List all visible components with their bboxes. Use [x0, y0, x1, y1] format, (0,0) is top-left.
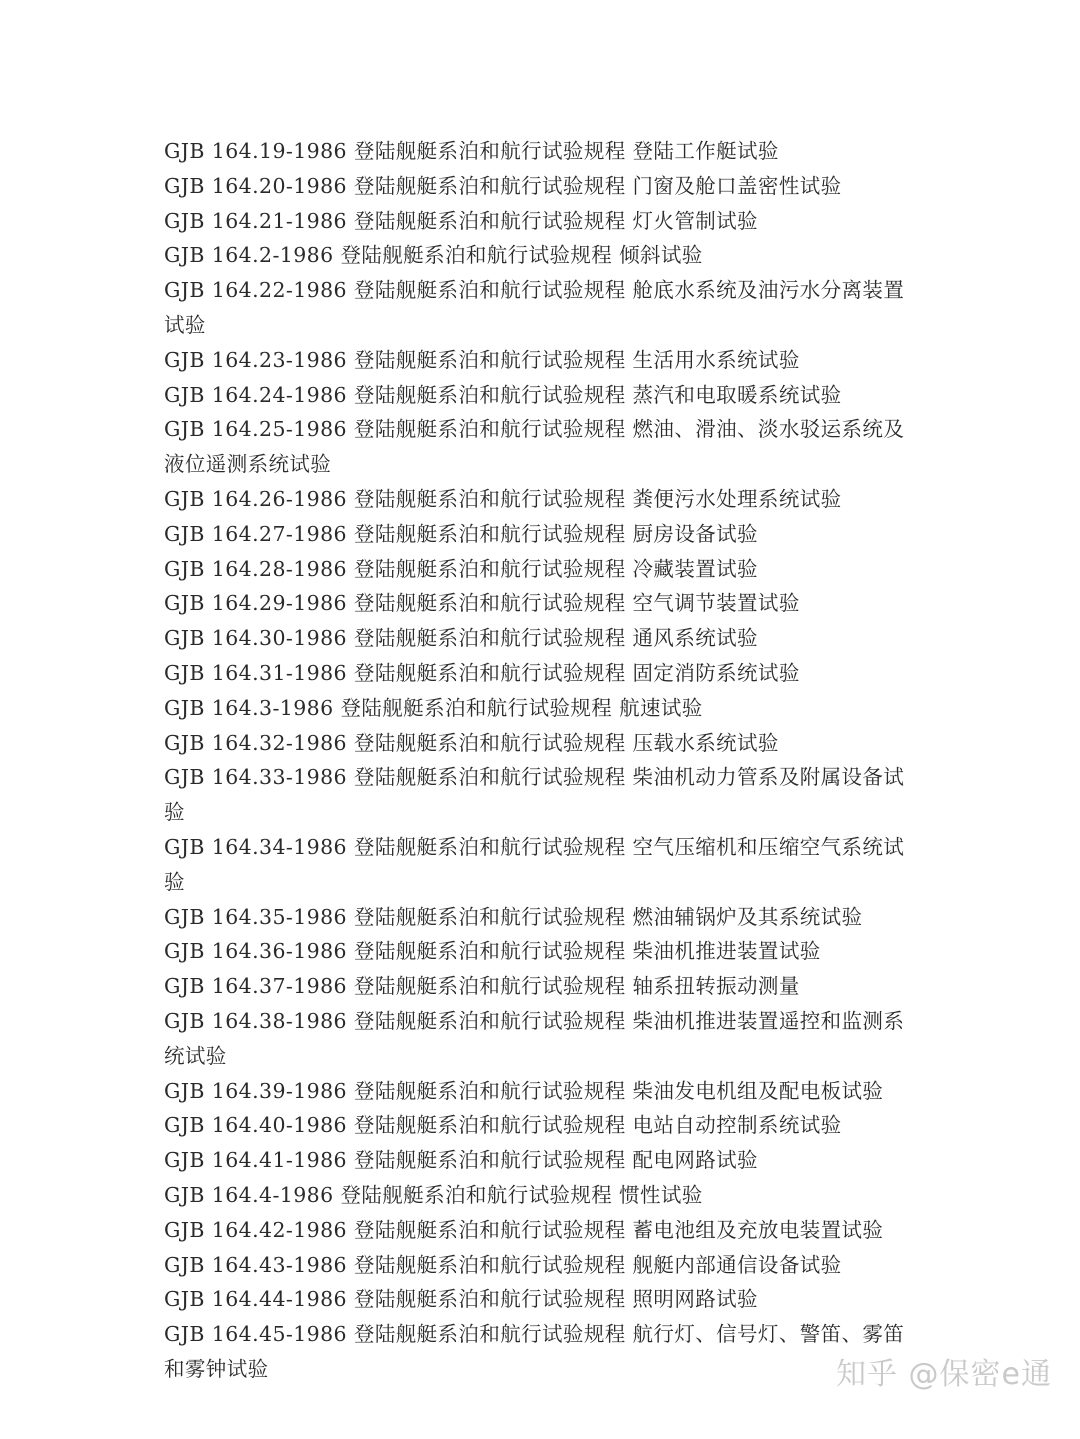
list-item: GJB 164.28-1986 登陆舰艇系泊和航行试验规程 冷藏装置试验 — [164, 556, 758, 581]
list-item: GJB 164.38-1986 登陆舰艇系泊和航行试验规程 柴油机推进装置遥控和监测系统试验 — [164, 1008, 905, 1068]
list-item: GJB 164.3-1986 登陆舰艇系泊和航行试验规程 航速试验 — [164, 695, 703, 720]
list-item: GJB 164.2-1986 登陆舰艇系泊和航行试验规程 倾斜试验 — [164, 243, 703, 268]
list-item: GJB 164.23-1986 登陆舰艇系泊和航行试验规程 生活用水系统试验 — [164, 347, 800, 372]
list-item: GJB 164.43-1986 登陆舰艇系泊和航行试验规程 舰艇内部通信设备试验 — [164, 1252, 842, 1277]
list-item: GJB 164.39-1986 登陆舰艇系泊和航行试验规程 柴油发电机组及配电板试验 — [164, 1078, 884, 1103]
list-item: GJB 164.21-1986 登陆舰艇系泊和航行试验规程 灯火管制试验 — [164, 208, 758, 233]
list-item: GJB 164.35-1986 登陆舰艇系泊和航行试验规程 燃油辅锅炉及其系统试验 — [164, 904, 863, 929]
list-item: GJB 164.32-1986 登陆舰艇系泊和航行试验规程 压载水系统试验 — [164, 730, 779, 755]
list-item: GJB 164.24-1986 登陆舰艇系泊和航行试验规程 蒸汽和电取暖系统试验 — [164, 382, 842, 407]
list-item: GJB 164.42-1986 登陆舰艇系泊和航行试验规程 蓄电池组及充放电装置试验 — [164, 1217, 884, 1242]
list-item: GJB 164.26-1986 登陆舰艇系泊和航行试验规程 粪便污水处理系统试验 — [164, 486, 842, 511]
list-item: GJB 164.19-1986 登陆舰艇系泊和航行试验规程 登陆工作艇试验 — [164, 139, 779, 163]
list-item: GJB 164.34-1986 登陆舰艇系泊和航行试验规程 空气压缩机和压缩空气系统试验 — [164, 834, 905, 894]
list-item: GJB 164.20-1986 登陆舰艇系泊和航行试验规程 门窗及舱口盖密性试验 — [164, 173, 842, 198]
list-item: GJB 164.29-1986 登陆舰艇系泊和航行试验规程 空气调节装置试验 — [164, 591, 800, 616]
standards-list — [164, 134, 924, 1387]
list-item: GJB 164.31-1986 登陆舰艇系泊和航行试验规程 固定消防系统试验 — [164, 660, 800, 685]
watermark: 知乎 @保密e通 — [836, 1357, 1052, 1392]
list-item: GJB 164.30-1986 登陆舰艇系泊和航行试验规程 通风系统试验 — [164, 626, 758, 651]
list-item: GJB 164.33-1986 登陆舰艇系泊和航行试验规程 柴油机动力管系及附属设备试验 — [164, 765, 905, 825]
list-item: GJB 164.25-1986 登陆舰艇系泊和航行试验规程 燃油、滑油、淡水驳运系统及液位遥测系统试验 — [164, 417, 905, 477]
list-item: GJB 164.36-1986 登陆舰艇系泊和航行试验规程 柴油机推进装置试验 — [164, 939, 821, 964]
list-item: GJB 164.41-1986 登陆舰艇系泊和航行试验规程 配电网路试验 — [164, 1148, 758, 1173]
list-item: GJB 164.22-1986 登陆舰艇系泊和航行试验规程 舱底水系统及油污水分离装置试验 — [164, 278, 905, 337]
list-item: GJB 164.27-1986 登陆舰艇系泊和航行试验规程 厨房设备试验 — [164, 521, 758, 546]
list-item: GJB 164.44-1986 登陆舰艇系泊和航行试验规程 照明网路试验 — [164, 1287, 758, 1312]
list-item: GJB 164.45-1986 登陆舰艇系泊和航行试验规程 航行灯、信号灯、警笛、雾笛和雾钟试验 — [164, 1322, 905, 1381]
list-item: GJB 164.4-1986 登陆舰艇系泊和航行试验规程 惯性试验 — [164, 1182, 703, 1207]
list-item: GJB 164.37-1986 登陆舰艇系泊和航行试验规程 轴系扭转振动测量 — [164, 974, 800, 999]
list-item: GJB 164.40-1986 登陆舰艇系泊和航行试验规程 电站自动控制系统试验 — [164, 1113, 842, 1138]
